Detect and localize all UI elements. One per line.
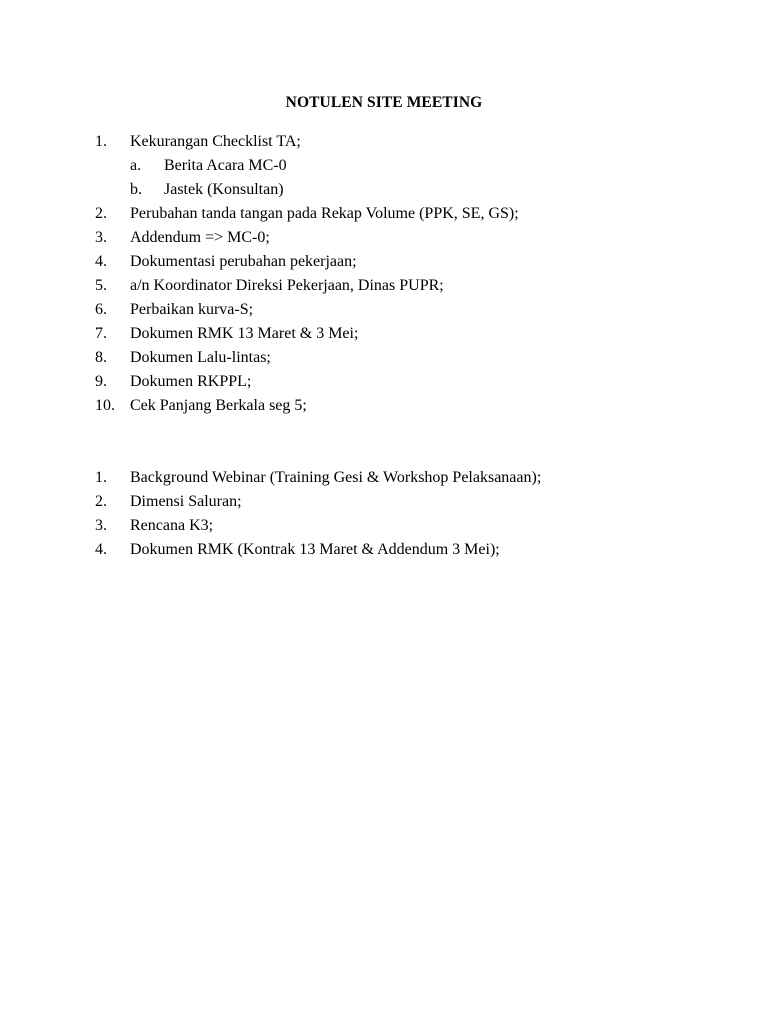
meeting-notes-list-1 [0,131,768,419]
list-item-number: 8. [95,349,107,366]
list-item-text: a/n Koordinator Direksi Pekerjaan, Dinas PUPR; [130,277,444,294]
list-item-text: Kekurangan Checklist TA; [130,133,301,150]
list-item-number: 3. [95,229,107,246]
list-item [0,131,768,155]
list-item [0,275,768,299]
list-item-text: Jastek (Konsultan) [164,181,284,198]
list-item-number: 9. [95,373,107,390]
sub-list-item [0,179,768,203]
list-item-text: Dokumen RMK (Kontrak 13 Maret & Addendum 3 Mei); [130,541,500,558]
list-item-number: 2. [95,493,107,510]
list-item [0,491,768,515]
list-item-text: Dokumen Lalu-lintas; [130,349,271,366]
list-item-number: 3. [95,517,107,534]
list-item [0,323,768,347]
list-item-text: Berita Acara MC-0 [164,157,287,174]
list-item-number: 7. [95,325,107,342]
list-item-text: Cek Panjang Berkala seg 5; [130,397,307,414]
list-item-number: 10. [95,397,115,414]
list-item [0,467,768,491]
list-item-text: Perubahan tanda tangan pada Rekap Volume (PPK, SE, GS); [130,205,519,222]
list-item [0,371,768,395]
list-item-text: Dokumentasi perubahan pekerjaan; [130,253,357,270]
list-item [0,395,768,419]
list-item [0,227,768,251]
list-item [0,539,768,563]
list-item [0,347,768,371]
list-item-text: Dimensi Saluran; [130,493,242,510]
list-item-number: 2. [95,205,107,222]
list-item-number: 5. [95,277,107,294]
list-item-number: 1. [95,133,107,150]
list-item-text: Perbaikan kurva-S; [130,301,254,318]
list-item-number: 1. [95,469,107,486]
list-item-text: Addendum => MC-0; [130,229,270,246]
list-item-number: b. [130,181,142,198]
list-item [0,203,768,227]
meeting-notes-list-2 [0,467,768,563]
list-item [0,299,768,323]
list-item-number: 4. [95,253,107,270]
list-item [0,515,768,539]
list-item-number: 4. [95,541,107,558]
list-item-text: Dokumen RMK 13 Maret & 3 Mei; [130,325,359,342]
list-item-text: Dokumen RKPPL; [130,373,252,390]
list-item-text: Rencana K3; [130,517,214,534]
list-item-number: a. [130,157,142,174]
list-item-number: 6. [95,301,107,318]
sub-list-item [0,155,768,179]
list-item-text: Background Webinar (Training Gesi & Workshop Pelaksanaan); [130,469,542,486]
list-item [0,251,768,275]
document-title: NOTULEN SITE MEETING [285,94,483,111]
